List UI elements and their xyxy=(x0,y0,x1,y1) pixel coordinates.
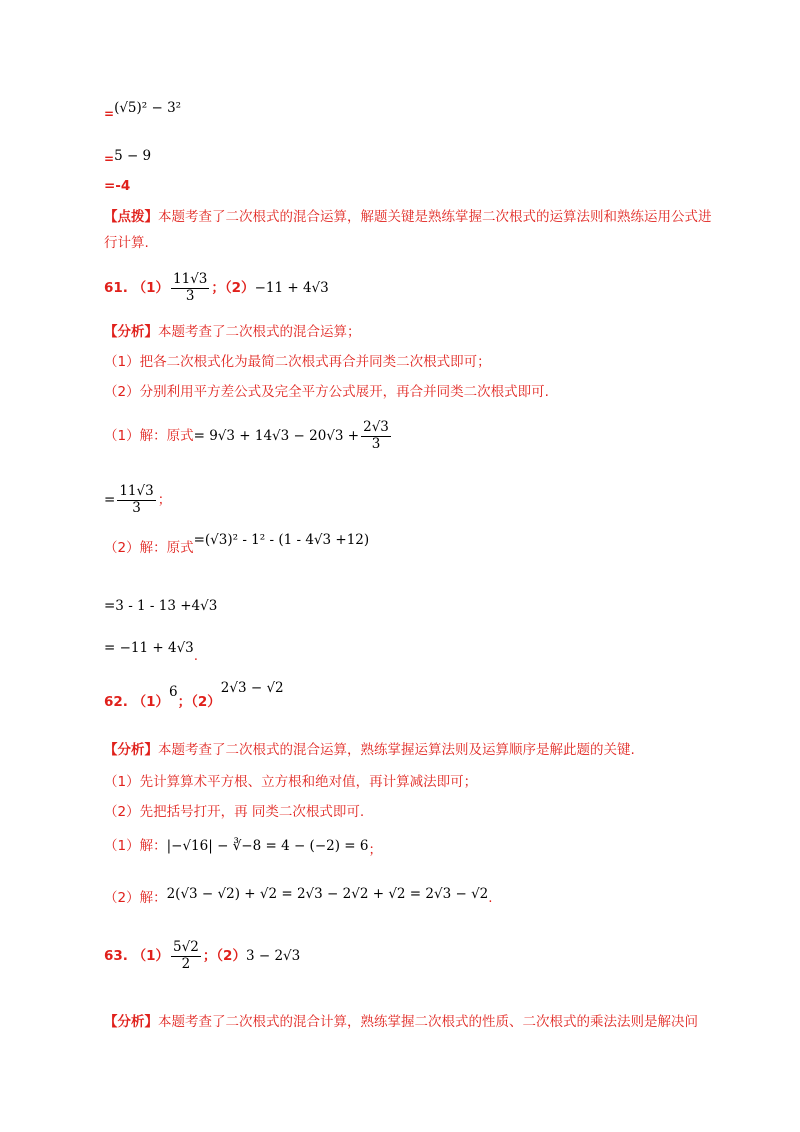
expression: |−√16| − ∛−8 = 4 − (−2) = 6 xyxy=(166,838,369,854)
separator: ；（2） xyxy=(177,694,221,710)
q61-step-1: （1）把各二次根式化为最简二次根式再合并同类二次根式即可； xyxy=(104,354,491,370)
numerator: 2√3 xyxy=(363,419,389,435)
q62-step-1: （1）先计算算术平方根、立方根和绝对值，再计算减法即可； xyxy=(104,774,478,790)
q61-solution-1 xyxy=(104,420,393,452)
tip-label: 【点拨】 xyxy=(104,209,158,225)
tip-text: 本题考查了二次根式的混合运算，解题关键是熟练掌握二次根式的运算法则和熟练运用公式进行计算. xyxy=(104,209,712,251)
q62-solution-1 xyxy=(104,838,382,858)
analysis-text: 本题考查了二次根式的混合计算，熟练掌握二次根式的性质、二次根式的乘法法则是解决问 xyxy=(158,1014,698,1030)
fraction xyxy=(171,940,201,972)
q61-step-2: （2）分别利用平方差公式及完全平方公式展开，再合并同类二次根式即可. xyxy=(104,384,549,400)
analysis-label: 【分析】 xyxy=(104,1014,158,1030)
equals-sign: = xyxy=(104,107,115,121)
q61-solution-2 xyxy=(104,532,370,557)
expression: = 9√3 + 14√3 − 20√3 + xyxy=(193,428,360,445)
solution-label: （2）解： xyxy=(104,890,167,906)
analysis-label: 【分析】 xyxy=(104,742,158,758)
analysis-text: 本题考查了二次根式的混合运算； xyxy=(158,324,361,340)
answer-2: 3 − 2√3 xyxy=(245,948,301,965)
numerator: 5√2 xyxy=(173,939,199,955)
tip-paragraph xyxy=(104,204,724,256)
fraction xyxy=(361,420,391,452)
question-number: 63. xyxy=(104,948,128,965)
part-label: （1） xyxy=(132,694,170,710)
q62-solution-2 xyxy=(104,886,493,907)
q63-answer-line xyxy=(104,940,300,972)
q62-analysis xyxy=(104,742,635,759)
q61-solution-2-line-2: =3 - 1 - 13 +4√3 xyxy=(104,598,218,614)
expression: = −11 + 4√3 xyxy=(104,640,194,656)
solution-label: （1）解：原式 xyxy=(104,428,194,445)
numerator: 11√3 xyxy=(173,271,208,287)
analysis-text: 本题考查了二次根式的混合运算，熟练掌握运算法则及运算顺序是解此题的关键. xyxy=(158,742,635,758)
q62-answer-line xyxy=(104,680,284,711)
q63-analysis xyxy=(104,1014,698,1031)
equals-sign: = xyxy=(104,152,115,166)
q61-answer-line xyxy=(104,272,329,304)
denominator: 3 xyxy=(132,499,141,516)
fraction xyxy=(117,484,155,516)
q61-solution-2-line-3 xyxy=(104,640,199,664)
separator: ；（2） xyxy=(211,280,255,297)
q61-analysis xyxy=(104,324,361,341)
denominator: 3 xyxy=(185,287,195,304)
q61-solution-1-result xyxy=(104,484,171,516)
q62-step-2: （2）先把括号打开，再 同类二次根式即可. xyxy=(104,804,365,820)
expression: 2(√3 − √2) + √2 = 2√3 − 2√2 + √2 = 2√3 − √2 xyxy=(166,886,489,902)
solution-label: （2）解：原式 xyxy=(104,540,194,556)
question-number: 62. xyxy=(104,694,128,710)
expression: =(√3)² - 1² - (1 - 4√3 +12) xyxy=(193,532,370,548)
question-number: 61. xyxy=(104,280,128,297)
denominator: 2 xyxy=(181,955,191,972)
fraction xyxy=(171,272,209,304)
part-label: （1） xyxy=(132,280,170,297)
answer-1: 6 xyxy=(169,684,178,700)
numerator: 11√3 xyxy=(119,483,154,499)
expression: (√5)² − 3² xyxy=(114,100,182,116)
step-line-2 xyxy=(104,148,151,167)
equals-sign: = xyxy=(104,492,116,509)
separator: ；（2） xyxy=(202,948,246,965)
part-label: （1） xyxy=(132,948,170,965)
analysis-label: 【分析】 xyxy=(104,324,158,340)
answer-2: 2√3 − √2 xyxy=(220,680,284,696)
punctuation: ； xyxy=(157,492,172,509)
denominator: 3 xyxy=(371,435,381,452)
punctuation: . xyxy=(488,890,493,906)
result-line: =-4 xyxy=(104,178,131,194)
punctuation: . xyxy=(193,648,199,664)
expression: 5 − 9 xyxy=(114,148,152,164)
answer-2: −11 + 4√3 xyxy=(254,280,329,297)
punctuation: ； xyxy=(368,842,382,858)
solution-label: （1）解： xyxy=(104,838,167,854)
step-line-1 xyxy=(104,100,181,122)
